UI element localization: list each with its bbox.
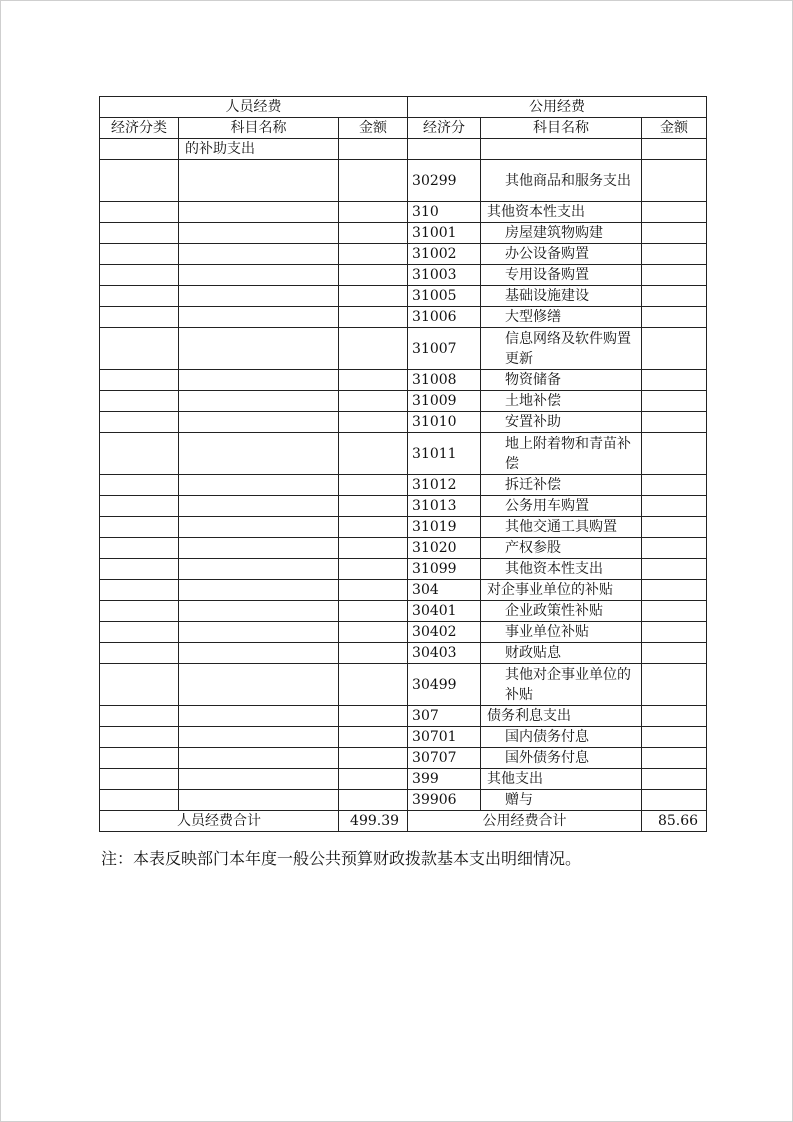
budget-detail-table bbox=[99, 96, 707, 832]
item-name-cell: 产权参股 bbox=[481, 538, 642, 559]
empty-cell bbox=[339, 601, 408, 622]
empty-cell bbox=[179, 265, 339, 286]
empty-cell bbox=[100, 538, 179, 559]
table-row bbox=[100, 412, 707, 433]
amount-cell bbox=[642, 580, 707, 601]
table-row bbox=[100, 517, 707, 538]
econ-code-cell: 31007 bbox=[408, 328, 481, 370]
item-name-cell: 债务利息支出 bbox=[481, 706, 642, 727]
table-row bbox=[100, 559, 707, 580]
total-personnel-label: 人员经费合计 bbox=[100, 811, 339, 832]
empty-cell bbox=[339, 370, 408, 391]
item-name-cell: 财政贴息 bbox=[481, 643, 642, 664]
econ-code-cell: 31003 bbox=[408, 265, 481, 286]
col-header-item-name: 科目名称 bbox=[179, 118, 339, 139]
total-public-value: 85.66 bbox=[642, 811, 707, 832]
amount-cell bbox=[642, 559, 707, 580]
empty-cell bbox=[100, 223, 179, 244]
empty-cell bbox=[339, 538, 408, 559]
empty-cell bbox=[339, 202, 408, 223]
amount-cell bbox=[642, 664, 707, 706]
amount-cell bbox=[642, 643, 707, 664]
empty-cell bbox=[100, 475, 179, 496]
econ-code-cell: 30707 bbox=[408, 748, 481, 769]
item-name-cell: 专用设备购置 bbox=[481, 265, 642, 286]
econ-code-cell: 31010 bbox=[408, 412, 481, 433]
total-public-label: 公用经费合计 bbox=[408, 811, 642, 832]
empty-cell bbox=[179, 559, 339, 580]
empty-cell bbox=[339, 727, 408, 748]
econ-code-cell: 31009 bbox=[408, 391, 481, 412]
item-name-cell: 国外债务付息 bbox=[481, 748, 642, 769]
econ-code-cell: 31099 bbox=[408, 559, 481, 580]
empty-cell bbox=[408, 139, 481, 160]
table-row bbox=[100, 769, 707, 790]
empty-cell bbox=[339, 433, 408, 475]
empty-cell bbox=[179, 412, 339, 433]
econ-code-cell: 310 bbox=[408, 202, 481, 223]
amount-cell bbox=[642, 370, 707, 391]
empty-cell bbox=[179, 517, 339, 538]
econ-code-cell: 30299 bbox=[408, 160, 481, 202]
empty-cell bbox=[100, 559, 179, 580]
amount-cell bbox=[642, 748, 707, 769]
amount-cell bbox=[642, 412, 707, 433]
empty-cell bbox=[179, 328, 339, 370]
empty-cell bbox=[339, 643, 408, 664]
empty-cell bbox=[100, 496, 179, 517]
econ-code-cell: 31012 bbox=[408, 475, 481, 496]
empty-cell bbox=[179, 580, 339, 601]
item-name-cell: 其他商品和服务支出 bbox=[481, 160, 642, 202]
econ-code-cell: 31005 bbox=[408, 286, 481, 307]
empty-cell bbox=[100, 160, 179, 202]
amount-cell bbox=[642, 496, 707, 517]
item-name-cell: 地上附着物和青苗补偿 bbox=[481, 433, 642, 475]
empty-cell bbox=[339, 559, 408, 580]
amount-cell bbox=[642, 265, 707, 286]
table-row bbox=[100, 643, 707, 664]
amount-cell bbox=[642, 727, 707, 748]
table-row bbox=[100, 223, 707, 244]
econ-code-cell: 30401 bbox=[408, 601, 481, 622]
econ-code-cell: 307 bbox=[408, 706, 481, 727]
amount-cell bbox=[642, 286, 707, 307]
table-row bbox=[100, 538, 707, 559]
table-row bbox=[100, 391, 707, 412]
empty-cell bbox=[179, 664, 339, 706]
empty-cell bbox=[339, 475, 408, 496]
item-name-cell: 国内债务付息 bbox=[481, 727, 642, 748]
empty-cell bbox=[100, 433, 179, 475]
empty-cell bbox=[100, 769, 179, 790]
empty-cell bbox=[179, 370, 339, 391]
table-row bbox=[100, 664, 707, 706]
table-row bbox=[100, 790, 707, 811]
empty-cell bbox=[100, 244, 179, 265]
item-name-cell: 其他支出 bbox=[481, 769, 642, 790]
table-row bbox=[100, 370, 707, 391]
amount-cell bbox=[642, 223, 707, 244]
empty-cell bbox=[339, 160, 408, 202]
econ-code-cell: 31020 bbox=[408, 538, 481, 559]
amount-cell bbox=[642, 328, 707, 370]
total-personnel-value: 499.39 bbox=[339, 811, 408, 832]
amount-cell bbox=[642, 601, 707, 622]
item-name-cell: 拆迁补偿 bbox=[481, 475, 642, 496]
item-name-cell: 其他资本性支出 bbox=[481, 202, 642, 223]
empty-cell bbox=[100, 643, 179, 664]
empty-cell bbox=[179, 538, 339, 559]
empty-cell bbox=[481, 139, 642, 160]
amount-cell bbox=[642, 790, 707, 811]
empty-cell bbox=[179, 643, 339, 664]
empty-cell bbox=[339, 706, 408, 727]
econ-code-cell: 399 bbox=[408, 769, 481, 790]
table-row bbox=[100, 286, 707, 307]
amount-cell bbox=[642, 433, 707, 475]
personnel-item-name: 的补助支出 bbox=[179, 139, 339, 160]
empty-cell bbox=[179, 790, 339, 811]
empty-cell bbox=[339, 328, 408, 370]
item-name-cell: 企业政策性补贴 bbox=[481, 601, 642, 622]
item-name-cell: 信息网络及软件购置更新 bbox=[481, 328, 642, 370]
table-row bbox=[100, 307, 707, 328]
item-name-cell: 基础设施建设 bbox=[481, 286, 642, 307]
table-row bbox=[100, 496, 707, 517]
item-name-cell: 安置补助 bbox=[481, 412, 642, 433]
col-header-amount-2: 金额 bbox=[642, 118, 707, 139]
empty-cell bbox=[179, 433, 339, 475]
table-row bbox=[100, 328, 707, 370]
amount-cell bbox=[642, 769, 707, 790]
group-header-public: 公用经费 bbox=[408, 97, 707, 118]
empty-cell bbox=[339, 286, 408, 307]
econ-code-cell: 31019 bbox=[408, 517, 481, 538]
empty-cell bbox=[100, 748, 179, 769]
table-row bbox=[100, 622, 707, 643]
empty-cell bbox=[179, 706, 339, 727]
amount-cell bbox=[642, 538, 707, 559]
empty-cell bbox=[339, 517, 408, 538]
col-header-econ-class: 经济分类 bbox=[100, 118, 179, 139]
empty-cell bbox=[179, 622, 339, 643]
continuation-row bbox=[100, 139, 707, 160]
empty-cell bbox=[100, 517, 179, 538]
empty-cell bbox=[179, 475, 339, 496]
empty-cell bbox=[100, 601, 179, 622]
table-row bbox=[100, 160, 707, 202]
empty-cell bbox=[100, 391, 179, 412]
econ-code-cell: 31002 bbox=[408, 244, 481, 265]
item-name-cell: 土地补偿 bbox=[481, 391, 642, 412]
empty-cell bbox=[339, 748, 408, 769]
item-name-cell: 物资储备 bbox=[481, 370, 642, 391]
amount-cell bbox=[642, 391, 707, 412]
empty-cell bbox=[100, 727, 179, 748]
table-row bbox=[100, 433, 707, 475]
empty-cell bbox=[179, 391, 339, 412]
amount-cell bbox=[642, 706, 707, 727]
empty-cell bbox=[339, 412, 408, 433]
item-name-cell: 公务用车购置 bbox=[481, 496, 642, 517]
empty-cell bbox=[339, 790, 408, 811]
econ-code-cell: 30701 bbox=[408, 727, 481, 748]
empty-cell bbox=[179, 307, 339, 328]
empty-cell bbox=[100, 286, 179, 307]
empty-cell bbox=[179, 286, 339, 307]
item-name-cell: 对企事业单位的补贴 bbox=[481, 580, 642, 601]
amount-cell bbox=[642, 202, 707, 223]
econ-code-cell: 30402 bbox=[408, 622, 481, 643]
empty-cell bbox=[179, 727, 339, 748]
econ-code-cell: 30499 bbox=[408, 664, 481, 706]
table-row bbox=[100, 580, 707, 601]
empty-cell bbox=[179, 769, 339, 790]
col-header-item-name-2: 科目名称 bbox=[481, 118, 642, 139]
empty-cell bbox=[339, 307, 408, 328]
empty-cell bbox=[339, 664, 408, 706]
item-name-cell: 其他对企事业单位的补贴 bbox=[481, 664, 642, 706]
empty-cell bbox=[179, 601, 339, 622]
empty-cell bbox=[100, 412, 179, 433]
empty-cell bbox=[179, 202, 339, 223]
col-header-amount: 金额 bbox=[339, 118, 408, 139]
amount-cell bbox=[642, 244, 707, 265]
item-name-cell: 办公设备购置 bbox=[481, 244, 642, 265]
empty-cell bbox=[100, 622, 179, 643]
econ-code-cell: 31011 bbox=[408, 433, 481, 475]
empty-cell bbox=[339, 496, 408, 517]
col-header-econ-short: 经济分 bbox=[408, 118, 481, 139]
amount-cell bbox=[642, 160, 707, 202]
group-header-personnel: 人员经费 bbox=[100, 97, 408, 118]
item-name-cell: 赠与 bbox=[481, 790, 642, 811]
empty-cell bbox=[339, 244, 408, 265]
table-row bbox=[100, 202, 707, 223]
empty-cell bbox=[339, 580, 408, 601]
empty-cell bbox=[179, 223, 339, 244]
econ-code-cell: 304 bbox=[408, 580, 481, 601]
empty-cell bbox=[179, 496, 339, 517]
item-name-cell: 事业单位补贴 bbox=[481, 622, 642, 643]
empty-cell bbox=[100, 664, 179, 706]
empty-cell bbox=[339, 265, 408, 286]
item-name-cell: 其他资本性支出 bbox=[481, 559, 642, 580]
empty-cell bbox=[179, 244, 339, 265]
empty-cell bbox=[339, 223, 408, 244]
empty-cell bbox=[100, 307, 179, 328]
empty-cell bbox=[339, 622, 408, 643]
empty-cell bbox=[179, 160, 339, 202]
empty-cell bbox=[339, 769, 408, 790]
empty-cell bbox=[100, 202, 179, 223]
empty-cell bbox=[100, 139, 179, 160]
empty-cell bbox=[100, 265, 179, 286]
empty-cell bbox=[339, 139, 408, 160]
empty-cell bbox=[100, 370, 179, 391]
amount-cell bbox=[642, 517, 707, 538]
econ-code-cell: 31006 bbox=[408, 307, 481, 328]
amount-cell bbox=[642, 307, 707, 328]
table-row bbox=[100, 748, 707, 769]
table-row bbox=[100, 265, 707, 286]
item-name-cell: 房屋建筑物购建 bbox=[481, 223, 642, 244]
empty-cell bbox=[100, 328, 179, 370]
econ-code-cell: 31008 bbox=[408, 370, 481, 391]
amount-cell bbox=[642, 475, 707, 496]
empty-cell bbox=[339, 391, 408, 412]
column-header-row bbox=[100, 118, 707, 139]
empty-cell bbox=[100, 580, 179, 601]
empty-cell bbox=[642, 139, 707, 160]
table-row bbox=[100, 706, 707, 727]
table-row bbox=[100, 475, 707, 496]
totals-row bbox=[100, 811, 707, 832]
empty-cell bbox=[179, 748, 339, 769]
econ-code-cell: 31001 bbox=[408, 223, 481, 244]
econ-code-cell: 31013 bbox=[408, 496, 481, 517]
empty-cell bbox=[100, 790, 179, 811]
item-name-cell: 其他交通工具购置 bbox=[481, 517, 642, 538]
amount-cell bbox=[642, 622, 707, 643]
table-footnote: 注：本表反映部门本年度一般公共预算财政拨款基本支出明细情况。 bbox=[101, 849, 582, 868]
table-row bbox=[100, 601, 707, 622]
table-row bbox=[100, 727, 707, 748]
item-name-cell: 大型修缮 bbox=[481, 307, 642, 328]
group-header-row bbox=[100, 97, 707, 118]
econ-code-cell: 39906 bbox=[408, 790, 481, 811]
table-row bbox=[100, 244, 707, 265]
econ-code-cell: 30403 bbox=[408, 643, 481, 664]
empty-cell bbox=[100, 706, 179, 727]
